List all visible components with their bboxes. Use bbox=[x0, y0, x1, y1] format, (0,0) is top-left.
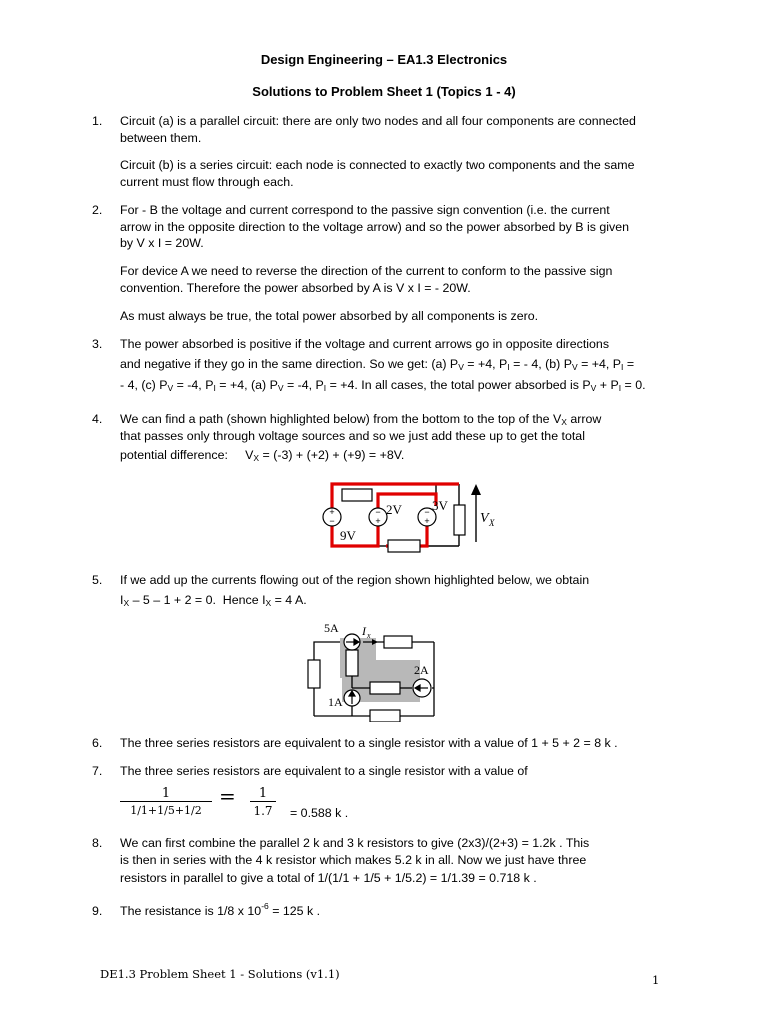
resistor-icon bbox=[342, 489, 372, 501]
q8-line-3: resistors in parallel to give a total of 1/(1/1 + 1/5 + 1/5.2) = 1/1.39 = 0.718 k . bbox=[120, 871, 537, 885]
q4-line-2: that passes only through voltage sources and so we just add these up to get the total bbox=[120, 429, 585, 443]
document-title: Design Engineering – EA1.3 Electronics bbox=[260, 52, 508, 67]
label-vx-sub: X bbox=[489, 518, 495, 528]
label-ix-sub: x bbox=[367, 631, 371, 640]
resistor-icon bbox=[384, 636, 412, 648]
q4-line-1: We can find a path (shown highlighted below) from the bottom to the top of the $V_X$ arrow bbox=[120, 412, 602, 427]
q7-equals: = bbox=[219, 784, 236, 808]
q7-text: The three series resistors are equivalent to a single resistor with a value of bbox=[120, 764, 528, 778]
q5-line-1: If we add up the currents flowing out of the region shown highlighted below, we obtain bbox=[120, 573, 590, 587]
svg-text:−: − bbox=[375, 507, 381, 517]
q2-number: 2. bbox=[92, 203, 103, 217]
q7-frac1-bar bbox=[120, 801, 212, 802]
q4-line-3: potential difference: $V_X = (-3) + (+2) + (+9) = +8V$. bbox=[120, 448, 405, 463]
resistor-icon bbox=[454, 505, 465, 535]
q4-circuit-diagram bbox=[316, 478, 506, 554]
q6-number: 6. bbox=[92, 736, 103, 750]
q5-line-2: $I_X - 5 - 1 + 2 = 0$. Hence $I_X = 4$ A. bbox=[120, 593, 307, 608]
q9-text: The resistance is 1/8 x $10^{-6} = 125$ k . bbox=[120, 901, 321, 918]
q1-number: 1. bbox=[92, 114, 103, 128]
q1-paragraph-1: Circuit (a) is a parallel circuit: there are only two nodes and all four components are connected between them. bbox=[120, 114, 636, 145]
footer-label: DE1.3 Problem Sheet 1 - Solutions (v1.1) bbox=[100, 967, 340, 981]
q5-circuit-diagram bbox=[300, 620, 445, 722]
q7-frac1-numerator: 1 bbox=[161, 786, 171, 801]
q7-frac2-denominator: 1.7 bbox=[253, 804, 273, 818]
label-2a: 2A bbox=[414, 663, 429, 677]
q3-line-3: - 4, (c) $P_V = -4$, $P_I = +4$, (a) $P_V = -4$, $P_I = +4$. In all cases, the total power absorbed is $P_V + P_I = 0$. bbox=[120, 378, 646, 393]
q7-frac1-denominator: 1/1+1/5+1/2 bbox=[130, 804, 202, 817]
svg-text:+: + bbox=[329, 507, 335, 517]
resistor-icon bbox=[308, 660, 320, 688]
q7-result: = 0.588 k . bbox=[290, 806, 349, 820]
q2-paragraph-2: For device A we need to reverse the direction of the current to conform to the passive sign convention. Therefore the power absorbed by A is V x I = - 20W. bbox=[120, 264, 613, 295]
resistor-icon bbox=[370, 710, 400, 722]
q3-line-2: and negative if they go in the same direction. So we get: (a) $P_V = +4$, $P_I$ = - 4, (b) $P_V = +4$, $P_I$ = bbox=[120, 357, 635, 372]
label-9v: 9V bbox=[340, 528, 356, 543]
q8-number: 8. bbox=[92, 836, 103, 850]
q2-paragraph-1: For - B the voltage and current correspond to the passive sign convention (i.e. the current arrow in the opposite direction to the voltage arrow) and so the power absorbed by B is given by V x I = 20W. bbox=[120, 203, 629, 251]
svg-text:−: − bbox=[424, 507, 430, 517]
svg-text:−: − bbox=[329, 516, 335, 526]
svg-text:+: + bbox=[375, 516, 381, 526]
q6-text: The three series resistors are equivalent to a single resistor with a value of 1 + 5 + 2 = 8 k . bbox=[120, 736, 618, 750]
resistor-icon bbox=[346, 650, 358, 676]
q9-number: 9. bbox=[92, 904, 103, 918]
q7-frac2-bar bbox=[250, 801, 276, 802]
label-3v: 3V bbox=[432, 498, 448, 513]
label-ix: I bbox=[362, 624, 366, 638]
label-vx: V bbox=[480, 511, 489, 526]
q7-number: 7. bbox=[92, 764, 103, 778]
q8-line-1: We can first combine the parallel 2 k and 3 k resistors to give (2x3)/(2+3) = 1.2k . This bbox=[120, 836, 590, 850]
q3-number: 3. bbox=[92, 337, 103, 351]
arrow-up-icon bbox=[471, 484, 481, 495]
q4-number: 4. bbox=[92, 412, 103, 426]
resistor-icon bbox=[388, 540, 420, 552]
q8-line-2: is then in series with the 4 k resistor which makes 5.2 k in all. Now we just have three bbox=[120, 853, 587, 867]
label-5a: 5A bbox=[324, 621, 339, 635]
page-number: 1 bbox=[652, 973, 660, 987]
label-1a: 1A bbox=[328, 695, 343, 709]
document-subtitle: Solutions to Problem Sheet 1 (Topics 1 - 4) bbox=[252, 84, 516, 99]
q1-paragraph-2: Circuit (b) is a series circuit: each node is connected to exactly two components and the same current must flow through each. bbox=[120, 158, 635, 189]
q7-frac2-numerator: 1 bbox=[258, 786, 268, 801]
q2-paragraph-3: As must always be true, the total power absorbed by all components is zero. bbox=[120, 309, 539, 323]
q3-line-1: The power absorbed is positive if the voltage and current arrows go in opposite directions bbox=[120, 337, 610, 351]
svg-text:+: + bbox=[424, 516, 430, 526]
label-2v: 2V bbox=[386, 502, 402, 517]
resistor-icon bbox=[370, 682, 400, 694]
q5-number: 5. bbox=[92, 573, 103, 587]
